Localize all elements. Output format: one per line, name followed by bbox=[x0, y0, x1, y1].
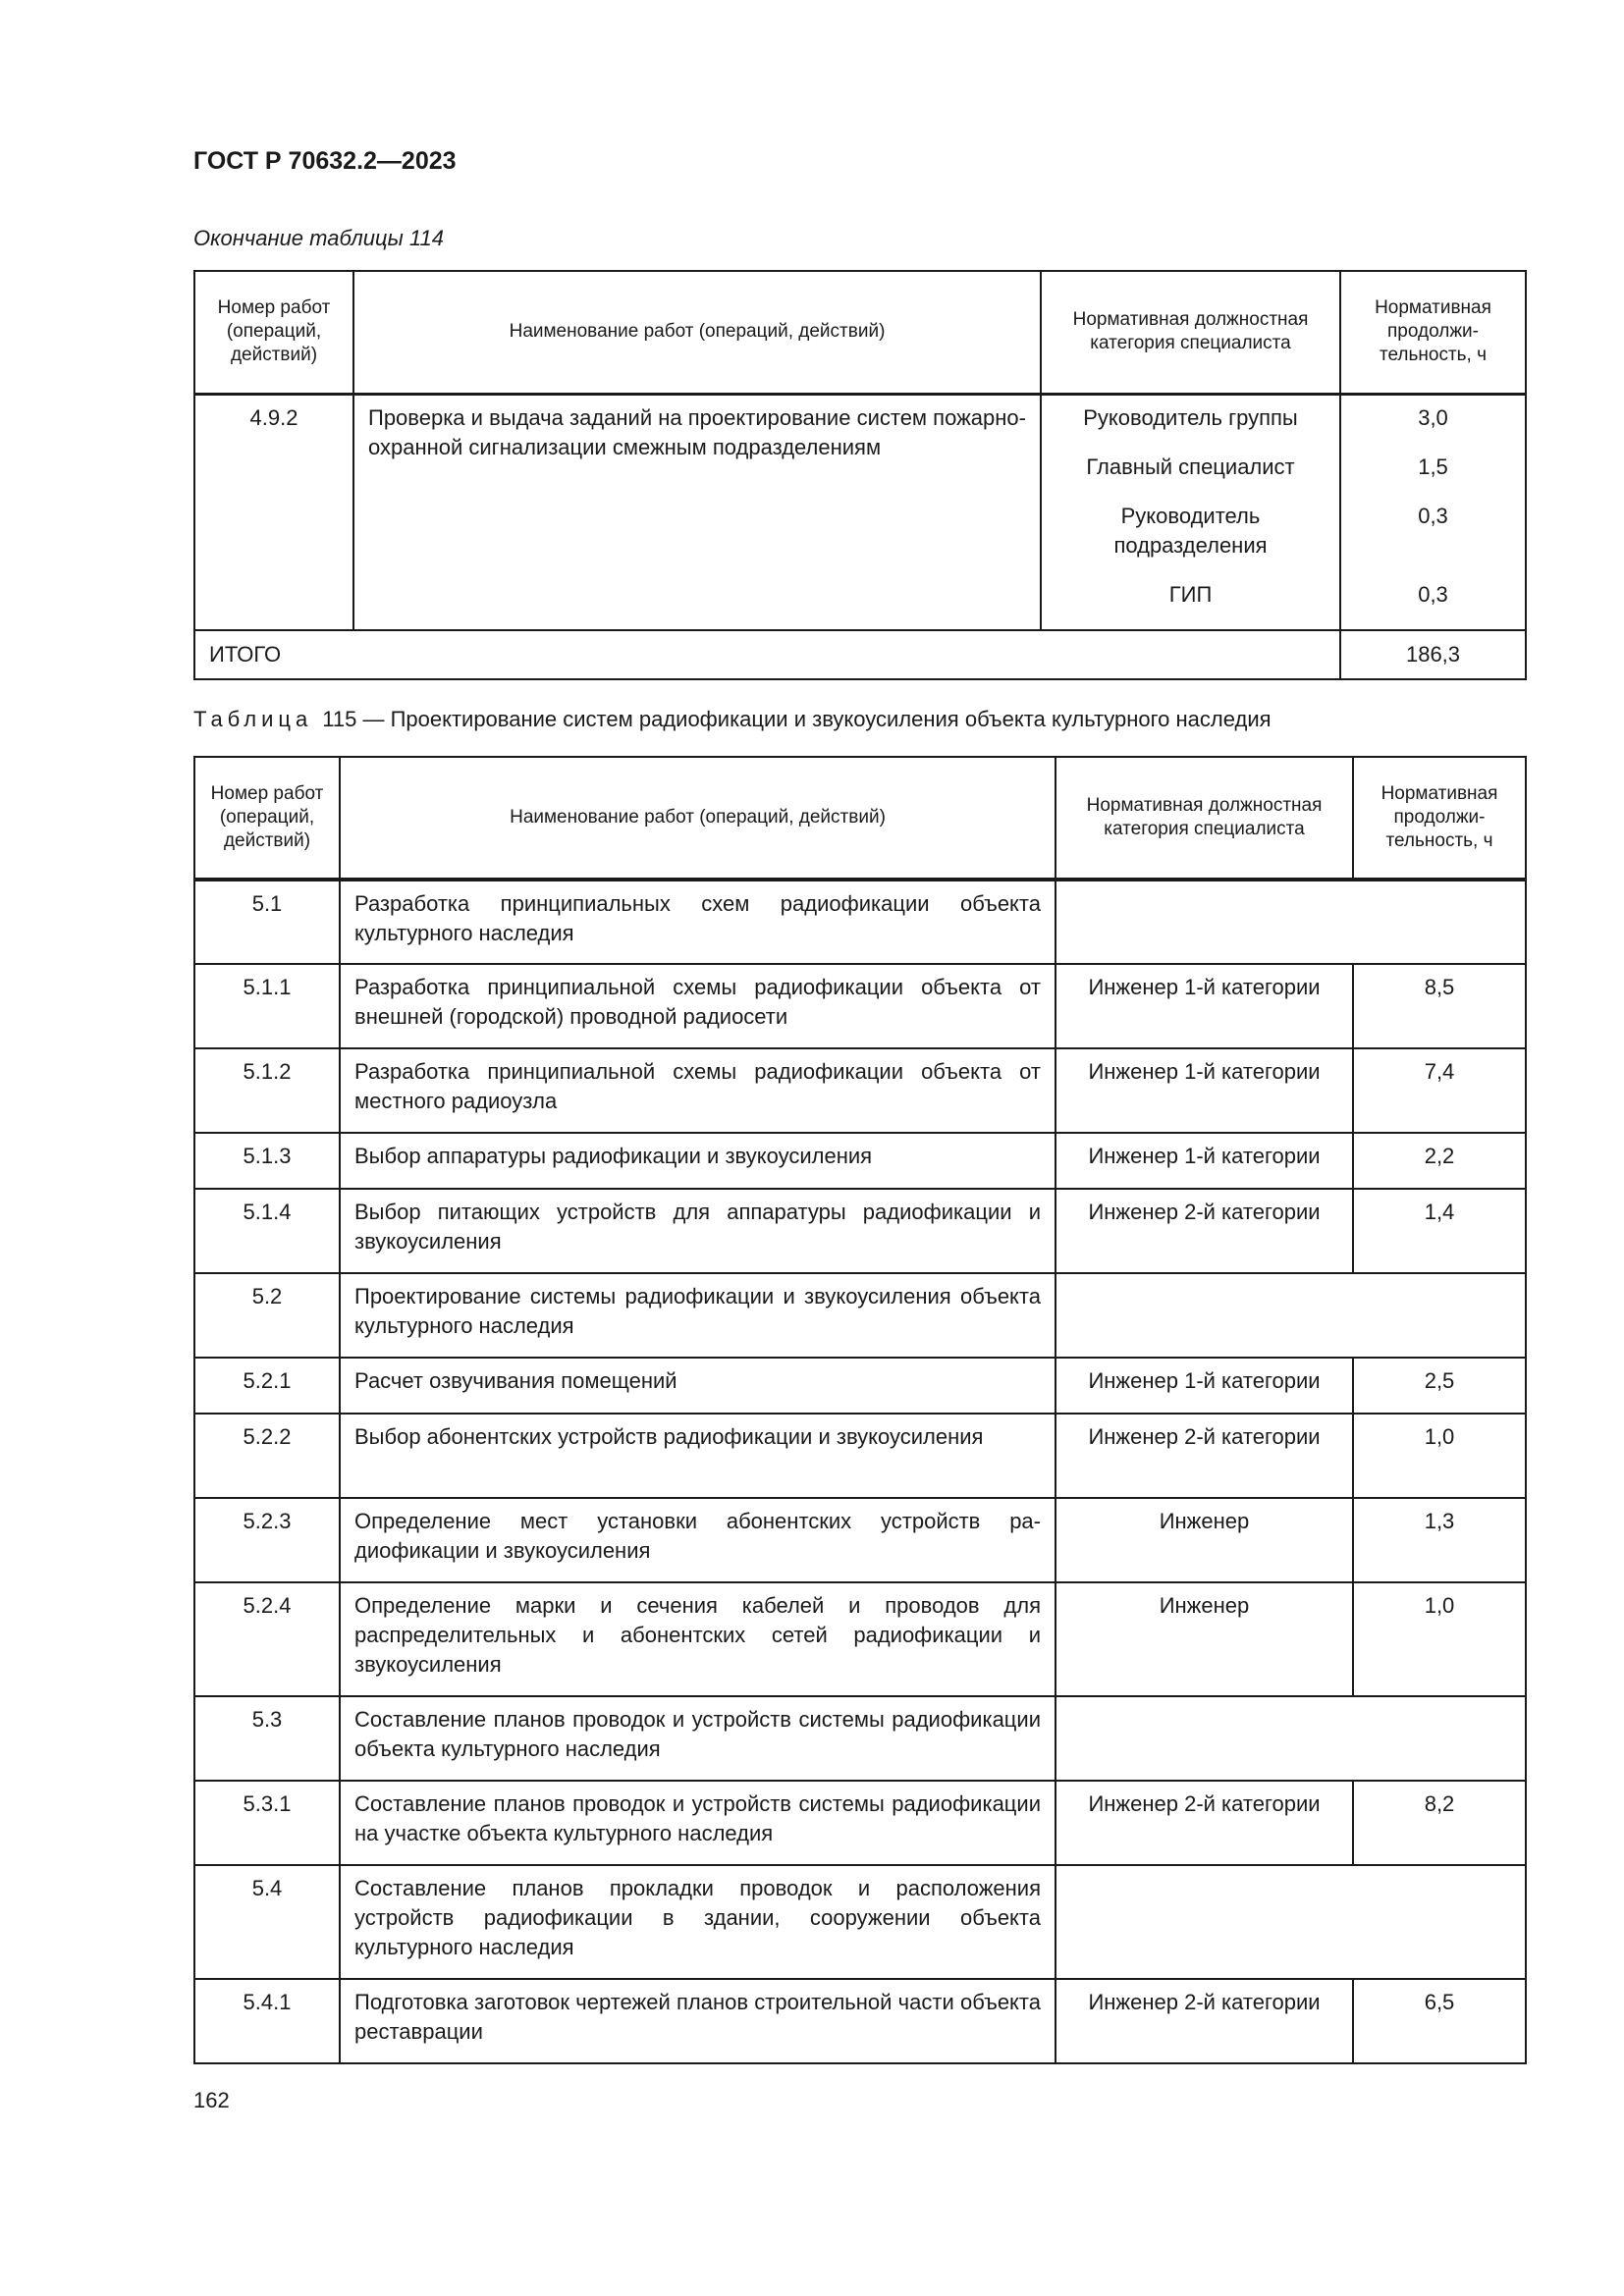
row-number: 5.4.1 bbox=[194, 1979, 340, 2063]
row-name: Определение марки и сечения кабелей и проводов для распределительных и абонентских сетей радиофикации и звукоусиления bbox=[340, 1582, 1056, 1696]
row-categories bbox=[1041, 394, 1340, 630]
row-number: 5.1.4 bbox=[194, 1189, 340, 1273]
table-row bbox=[194, 1582, 1526, 1696]
table-row-section bbox=[194, 1696, 1526, 1781]
row-number: 5.2.1 bbox=[194, 1358, 340, 1414]
table-caption-text: 115 — Проектирование систем радиофикации и звукоусиления объекта культурного наследия bbox=[322, 707, 1272, 731]
row-number: 5.2 bbox=[194, 1273, 340, 1358]
specialist-category: Руководитель группы bbox=[1083, 404, 1298, 430]
row-empty bbox=[1056, 1696, 1526, 1781]
row-name: Составление планов прокладки проводок и расположения устройств радиофикации в здании, сооружении объекта культурного наследия bbox=[340, 1865, 1056, 1979]
row-number: 5.4 bbox=[194, 1865, 340, 1979]
row-number: 5.2.4 bbox=[194, 1582, 340, 1696]
table-row bbox=[194, 1979, 1526, 2063]
row-name: Составление планов проводок и устройств системы радиофикации объекта культурного наследия bbox=[340, 1696, 1056, 1781]
row-duration: 1,0 bbox=[1353, 1414, 1526, 1498]
row-category: Инженер 2-й категории bbox=[1056, 1189, 1353, 1273]
row-name: Выбор аппаратуры радиофикации и звукоусиления bbox=[340, 1133, 1056, 1189]
row-name: Разработка принципиальной схемы радиофикации объекта от внешней (городской) проводной радиосети bbox=[340, 964, 1056, 1048]
row-number: 5.2.2 bbox=[194, 1414, 340, 1498]
specialist-duration: 1,5 bbox=[1418, 454, 1448, 479]
row-number: 5.1 bbox=[194, 880, 340, 964]
row-name: Проектирование системы радиофикации и звукоусиления объекта культурного наследия bbox=[340, 1273, 1056, 1358]
row-category: Инженер 1-й категории bbox=[1056, 1048, 1353, 1133]
header-name: Наименование работ (операций, действий) bbox=[353, 271, 1041, 394]
total-value: 186,3 bbox=[1340, 630, 1526, 679]
table-row bbox=[194, 1189, 1526, 1273]
row-duration: 6,5 bbox=[1353, 1979, 1526, 2063]
table-caption-word: Таблица bbox=[193, 707, 313, 731]
header-category: Нормативная должностная категория специалиста bbox=[1041, 271, 1340, 394]
row-empty bbox=[1056, 1273, 1526, 1358]
table-header-row bbox=[194, 757, 1526, 880]
row-duration: 8,5 bbox=[1353, 964, 1526, 1048]
row-duration: 8,2 bbox=[1353, 1781, 1526, 1865]
row-duration: 1,4 bbox=[1353, 1189, 1526, 1273]
row-duration: 1,3 bbox=[1353, 1498, 1526, 1582]
table-115-caption bbox=[193, 707, 1272, 732]
header-duration: Нормативная продолжительность, ч bbox=[1340, 271, 1526, 394]
row-duration: 2,2 bbox=[1353, 1133, 1526, 1189]
table-row bbox=[194, 964, 1526, 1048]
table-row bbox=[194, 1048, 1526, 1133]
table-114-continuation-caption: Окончание таблицы 114 bbox=[193, 226, 444, 250]
page-number: 162 bbox=[193, 2088, 230, 2112]
specialist-category: Руководитель подразделения bbox=[1113, 503, 1268, 558]
row-name: Составление планов проводок и устройств системы радиофикации на участке объекта культурного наследия bbox=[340, 1781, 1056, 1865]
row-category: Инженер bbox=[1056, 1582, 1353, 1696]
header-duration: Нормативная продолжительность, ч bbox=[1353, 757, 1526, 880]
row-duration: 1,0 bbox=[1353, 1582, 1526, 1696]
table-row-section bbox=[194, 880, 1526, 964]
total-row bbox=[194, 630, 1526, 679]
row-number: 5.2.3 bbox=[194, 1498, 340, 1582]
row-name: Расчет озвучивания помещений bbox=[340, 1358, 1056, 1414]
header-category: Нормативная должностная категория специалиста bbox=[1056, 757, 1353, 880]
total-label: ИТОГО bbox=[194, 630, 1340, 679]
row-empty bbox=[1056, 1865, 1526, 1979]
row-number: 5.1.2 bbox=[194, 1048, 340, 1133]
row-name: Подготовка заготовок чертежей планов строительной части объекта реставрации bbox=[340, 1979, 1056, 2063]
row-category: Инженер bbox=[1056, 1498, 1353, 1582]
header-number: Номер работ (операций, действий) bbox=[194, 271, 353, 394]
table-row bbox=[194, 1133, 1526, 1189]
table-row-section bbox=[194, 1273, 1526, 1358]
specialist-duration: 0,3 bbox=[1418, 503, 1448, 528]
row-category: Инженер 2-й категории bbox=[1056, 1979, 1353, 2063]
row-category: Инженер 2-й категории bbox=[1056, 1781, 1353, 1865]
table-row-section bbox=[194, 1865, 1526, 1979]
row-category: Инженер 1-й категории bbox=[1056, 964, 1353, 1048]
row-number: 5.3.1 bbox=[194, 1781, 340, 1865]
row-name: Разработка принципиальной схемы радиофикации объекта от местного радиоузла bbox=[340, 1048, 1056, 1133]
document-standard-title: ГОСТ Р 70632.2—2023 bbox=[193, 147, 457, 175]
table-114 bbox=[193, 270, 1527, 680]
row-name: Выбор абонентских устройств радиофикации и звукоусиления bbox=[340, 1414, 1056, 1498]
header-number: Номер работ (операций, действий) bbox=[194, 757, 340, 880]
table-115 bbox=[193, 756, 1527, 2064]
row-empty bbox=[1056, 880, 1526, 964]
specialist-category: ГИП bbox=[1168, 581, 1213, 607]
row-duration: 7,4 bbox=[1353, 1048, 1526, 1133]
table-row bbox=[194, 1358, 1526, 1414]
row-name: Разработка принципиальных схем радиофикации объекта культурного наследия bbox=[340, 880, 1056, 964]
specialist-duration: 3,0 bbox=[1418, 404, 1448, 430]
row-duration: 2,5 bbox=[1353, 1358, 1526, 1414]
row-category: Инженер 1-й категории bbox=[1056, 1358, 1353, 1414]
row-durations bbox=[1340, 394, 1526, 630]
table-header-row bbox=[194, 271, 1526, 394]
table-row bbox=[194, 1781, 1526, 1865]
row-name: Выбор питающих устройств для аппаратуры радиофикации и звукоусиления bbox=[340, 1189, 1056, 1273]
row-category: Инженер 1-й категории bbox=[1056, 1133, 1353, 1189]
row-number: 5.1.1 bbox=[194, 964, 340, 1048]
table-row bbox=[194, 394, 1526, 630]
header-name: Наименование работ (операций, действий) bbox=[340, 757, 1056, 880]
row-number: 5.1.3 bbox=[194, 1133, 340, 1189]
specialist-category: Главный специалист bbox=[1086, 454, 1295, 479]
row-name: Определение мест установки абонентских устройств радиофикации и звукоусиления bbox=[340, 1498, 1056, 1582]
specialist-duration: 0,3 bbox=[1418, 581, 1448, 607]
row-number: 4.9.2 bbox=[194, 394, 353, 630]
row-category: Инженер 2-й категории bbox=[1056, 1414, 1353, 1498]
table-row bbox=[194, 1498, 1526, 1582]
row-name: Проверка и выдача заданий на проектирование систем пожарно-охранной сигнализации смежным подразделениям bbox=[353, 394, 1041, 630]
row-number: 5.3 bbox=[194, 1696, 340, 1781]
table-row bbox=[194, 1414, 1526, 1498]
